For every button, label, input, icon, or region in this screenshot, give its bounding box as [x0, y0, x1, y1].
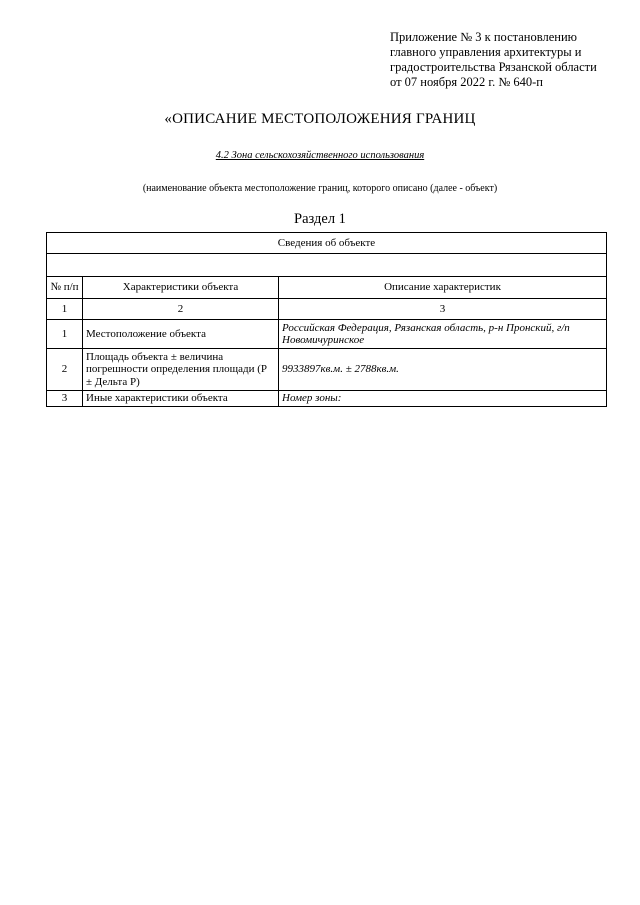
appendix-line: главного управления архитектуры и [390, 45, 582, 59]
appendix-line: от 07 ноября 2022 г. № 640-п [390, 75, 543, 89]
row-number: 2 [47, 349, 83, 391]
object-caption: (наименование объекта местоположение границ, которого описано (далее - объект) [142, 183, 498, 194]
table-row [47, 391, 607, 407]
row-characteristic: Местоположение объекта [83, 320, 279, 349]
table-column-numbers-row [47, 299, 607, 320]
object-info-table [46, 232, 607, 407]
column-header-num: № п/п [47, 277, 83, 299]
column-header-characteristic: Характеристики объекта [83, 277, 279, 299]
table-empty-cell [47, 254, 607, 277]
row-description: Номер зоны: [279, 391, 607, 407]
column-number: 1 [47, 299, 83, 320]
object-name: 4.2 Зона сельскохозяйственного использования [215, 150, 425, 161]
section-title: Раздел 1 [294, 211, 346, 227]
row-number: 1 [47, 320, 83, 349]
table-row [47, 320, 607, 349]
row-description: Российская Федерация, Рязанская область, р-н Пронский, г/п Новомичуринское [279, 320, 607, 349]
table-columns-row [47, 277, 607, 299]
table-header: Сведения об объекте [47, 233, 607, 254]
column-number: 2 [83, 299, 279, 320]
appendix-note [390, 30, 630, 90]
column-header-description: Описание характеристик [279, 277, 607, 299]
row-characteristic: Иные характеристики объекта [83, 391, 279, 407]
row-characteristic: Площадь объекта ± величина погрешности определения площади (P ± Дельта P) [83, 349, 279, 391]
table-row [47, 349, 607, 391]
table-header-row [47, 233, 607, 254]
appendix-line: градостроительства Рязанской области [390, 60, 597, 74]
row-number: 3 [47, 391, 83, 407]
table-empty-row [47, 254, 607, 277]
column-number: 3 [279, 299, 607, 320]
document-title: «ОПИСАНИЕ МЕСТОПОЛОЖЕНИЯ ГРАНИЦ [164, 111, 476, 127]
row-description: 9933897кв.м. ± 2788кв.м. [279, 349, 607, 391]
appendix-line: Приложение № 3 к постановлению [390, 30, 577, 44]
